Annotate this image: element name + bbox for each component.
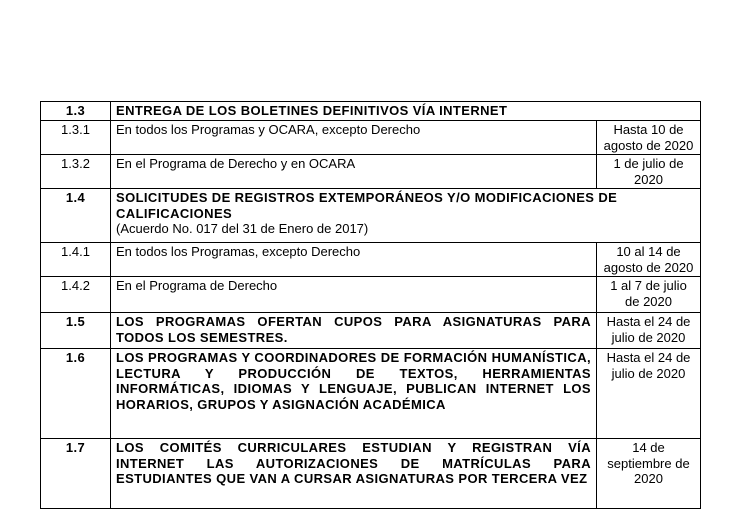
row-date: 1 de julio de 2020 xyxy=(597,155,701,189)
table-row xyxy=(41,439,701,509)
table-row xyxy=(41,102,701,121)
row-number: 1.6 xyxy=(41,349,111,439)
row-number: 1.3.1 xyxy=(41,121,111,155)
table-row xyxy=(41,313,701,349)
section-title: SOLICITUDES DE REGISTROS EXTEMPORÁNEOS Y/O MODIFICACIONES DE CALIFICACIONES xyxy=(116,190,618,221)
section-heading xyxy=(111,189,701,243)
table-row xyxy=(41,189,701,243)
row-date: 1 al 7 de julio de 2020 xyxy=(597,277,701,313)
calendar-table xyxy=(40,101,701,509)
table-row xyxy=(41,349,701,439)
row-description: En el Programa de Derecho y en OCARA xyxy=(111,155,597,189)
row-date: Hasta el 24 de julio de 2020 xyxy=(597,349,701,439)
row-number: 1.3 xyxy=(41,102,111,121)
row-date: 14 de septiembre de 2020 xyxy=(597,439,701,509)
row-number: 1.5 xyxy=(41,313,111,349)
row-number: 1.7 xyxy=(41,439,111,509)
row-date: Hasta el 24 de julio de 2020 xyxy=(597,313,701,349)
table-row xyxy=(41,277,701,313)
table-row xyxy=(41,121,701,155)
row-description: LOS COMITÉS CURRICULARES ESTUDIAN Y REGISTRAN VÍA INTERNET LAS AUTORIZACIONES DE MATRÍCULAS PARA ESTUDIANTES QUE VAN A CURSAR ASIGNATURAS POR TERCERA VEZ xyxy=(111,439,597,509)
row-number: 1.3.2 xyxy=(41,155,111,189)
table-row xyxy=(41,243,701,277)
row-description: En todos los Programas y OCARA, excepto Derecho xyxy=(111,121,597,155)
row-description: En el Programa de Derecho xyxy=(111,277,597,313)
section-heading: ENTREGA DE LOS BOLETINES DEFINITIVOS VÍA INTERNET xyxy=(111,102,701,121)
row-number: 1.4.1 xyxy=(41,243,111,277)
row-date: Hasta 10 de agosto de 2020 xyxy=(597,121,701,155)
row-number: 1.4.2 xyxy=(41,277,111,313)
row-description: En todos los Programas, excepto Derecho xyxy=(111,243,597,277)
row-description: LOS PROGRAMAS Y COORDINADORES DE FORMACIÓN HUMANÍSTICA, LECTURA Y PRODUCCIÓN DE TEXTOS, HERRAMIENTAS INFORMÁTICAS, IDIOMAS Y LENGUAJE, PUBLICAN INTERNET LOS HORARIOS, GRUPOS Y ASIGNACIÓN ACADÉMICA xyxy=(111,349,597,439)
table-row xyxy=(41,155,701,189)
section-subtitle: (Acuerdo No. 017 del 31 de Enero de 2017) xyxy=(116,221,369,236)
row-number: 1.4 xyxy=(41,189,111,243)
row-description: LOS PROGRAMAS OFERTAN CUPOS PARA ASIGNATURAS PARA TODOS LOS SEMESTRES. xyxy=(111,313,597,349)
row-date: 10 al 14 de agosto de 2020 xyxy=(597,243,701,277)
